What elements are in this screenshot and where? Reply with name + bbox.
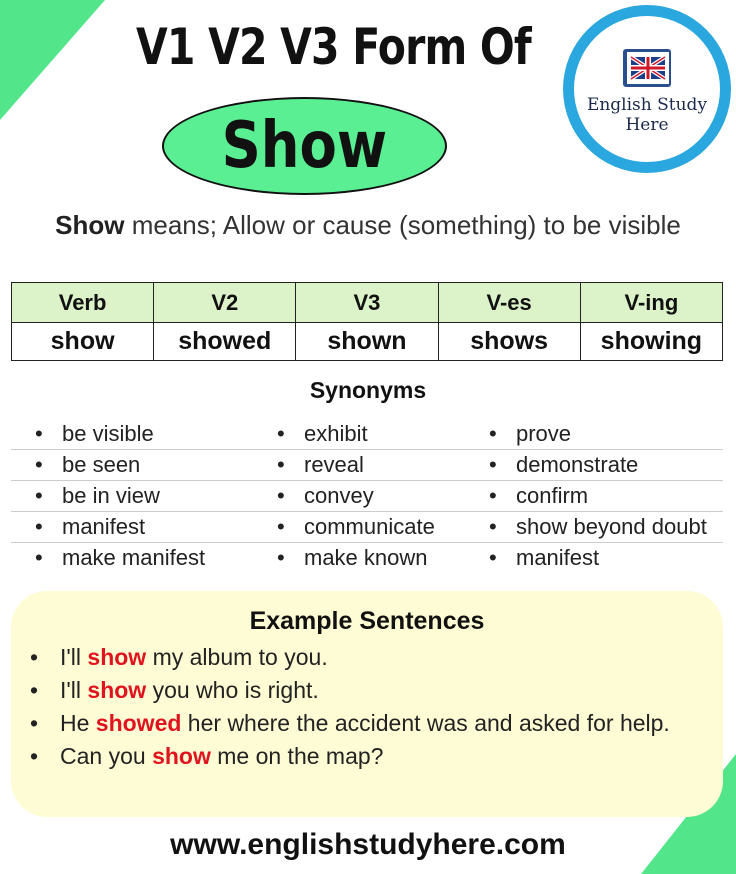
table-row — [12, 323, 723, 361]
sentence-text: you who is right. — [146, 677, 319, 703]
examples-list — [60, 641, 700, 773]
synonym-item: • be visible — [62, 419, 154, 449]
sentence-text: I'll — [60, 644, 88, 670]
cell-v-ing: showing — [580, 323, 722, 361]
examples-title: Example Sentences — [249, 607, 485, 635]
synonym-item: • prove — [516, 419, 571, 449]
cell-v2: showed — [154, 323, 296, 361]
synonym-item: • make manifest — [62, 543, 205, 573]
example-sentences-box — [11, 591, 723, 817]
cell-v3: shown — [296, 323, 438, 361]
logo — [563, 5, 731, 173]
cell-verb: show — [12, 323, 154, 361]
example-sentence — [60, 641, 700, 674]
example-sentence — [60, 674, 700, 707]
highlighted-verb: show — [152, 743, 211, 769]
header-v-ing: V-ing — [580, 283, 722, 323]
sentence-text: Can you — [60, 743, 153, 769]
synonym-item: • be in view — [62, 481, 160, 511]
synonym-item: • show beyond doubt — [516, 512, 707, 542]
synonym-row — [11, 543, 723, 573]
synonym-item: • demonstrate — [516, 450, 638, 480]
header-v-es: V-es — [438, 283, 580, 323]
sentence-text: He — [60, 710, 96, 736]
synonyms-list — [11, 419, 723, 573]
verb-forms-table — [11, 282, 723, 361]
corner-triangle-top-left — [0, 0, 105, 120]
header-v3: V3 — [296, 283, 438, 323]
synonym-item: • manifest — [62, 512, 145, 542]
highlighted-verb: show — [87, 677, 147, 703]
logo-text-line1: English Study — [586, 95, 708, 115]
cell-v-es: shows — [438, 323, 580, 361]
header-verb: Verb — [12, 283, 154, 323]
book-flag-icon — [621, 47, 673, 89]
header-v2: V2 — [154, 283, 296, 323]
sentence-text: my album to you. — [146, 644, 328, 670]
verb-ellipse — [162, 97, 447, 195]
synonym-item: • convey — [304, 481, 374, 511]
page-title: V1 V2 V3 Form Of — [136, 18, 531, 76]
example-sentence — [60, 740, 700, 773]
example-sentence — [60, 707, 700, 740]
sentence-text: her where the accident was and asked for help. — [181, 710, 670, 736]
website-url: www.englishstudyhere.com — [170, 828, 566, 861]
meaning-word: Show — [55, 210, 125, 240]
highlighted-verb: showed — [95, 710, 182, 736]
synonym-item: • communicate — [304, 512, 435, 542]
synonym-item: • confirm — [516, 481, 588, 511]
highlighted-verb: show — [87, 644, 147, 670]
table-header-row — [12, 283, 723, 323]
logo-text-line2: Here — [625, 115, 669, 135]
meaning-text: means; Allow or cause (something) to be visible — [124, 210, 681, 240]
sentence-text: I'll — [60, 677, 88, 703]
synonym-item: • manifest — [516, 543, 599, 573]
synonyms-title: Synonyms — [309, 377, 427, 403]
sentence-text: me on the map? — [210, 743, 384, 769]
synonym-item: • reveal — [304, 450, 364, 480]
synonym-row — [11, 512, 723, 543]
meaning-sentence — [0, 210, 736, 241]
synonym-item: • make known — [304, 543, 428, 573]
synonym-row — [11, 450, 723, 481]
synonym-row — [11, 481, 723, 512]
verb-label: Show — [221, 109, 388, 183]
synonym-item: • exhibit — [304, 419, 368, 449]
synonym-item: • be seen — [62, 450, 140, 480]
synonym-row — [11, 419, 723, 450]
